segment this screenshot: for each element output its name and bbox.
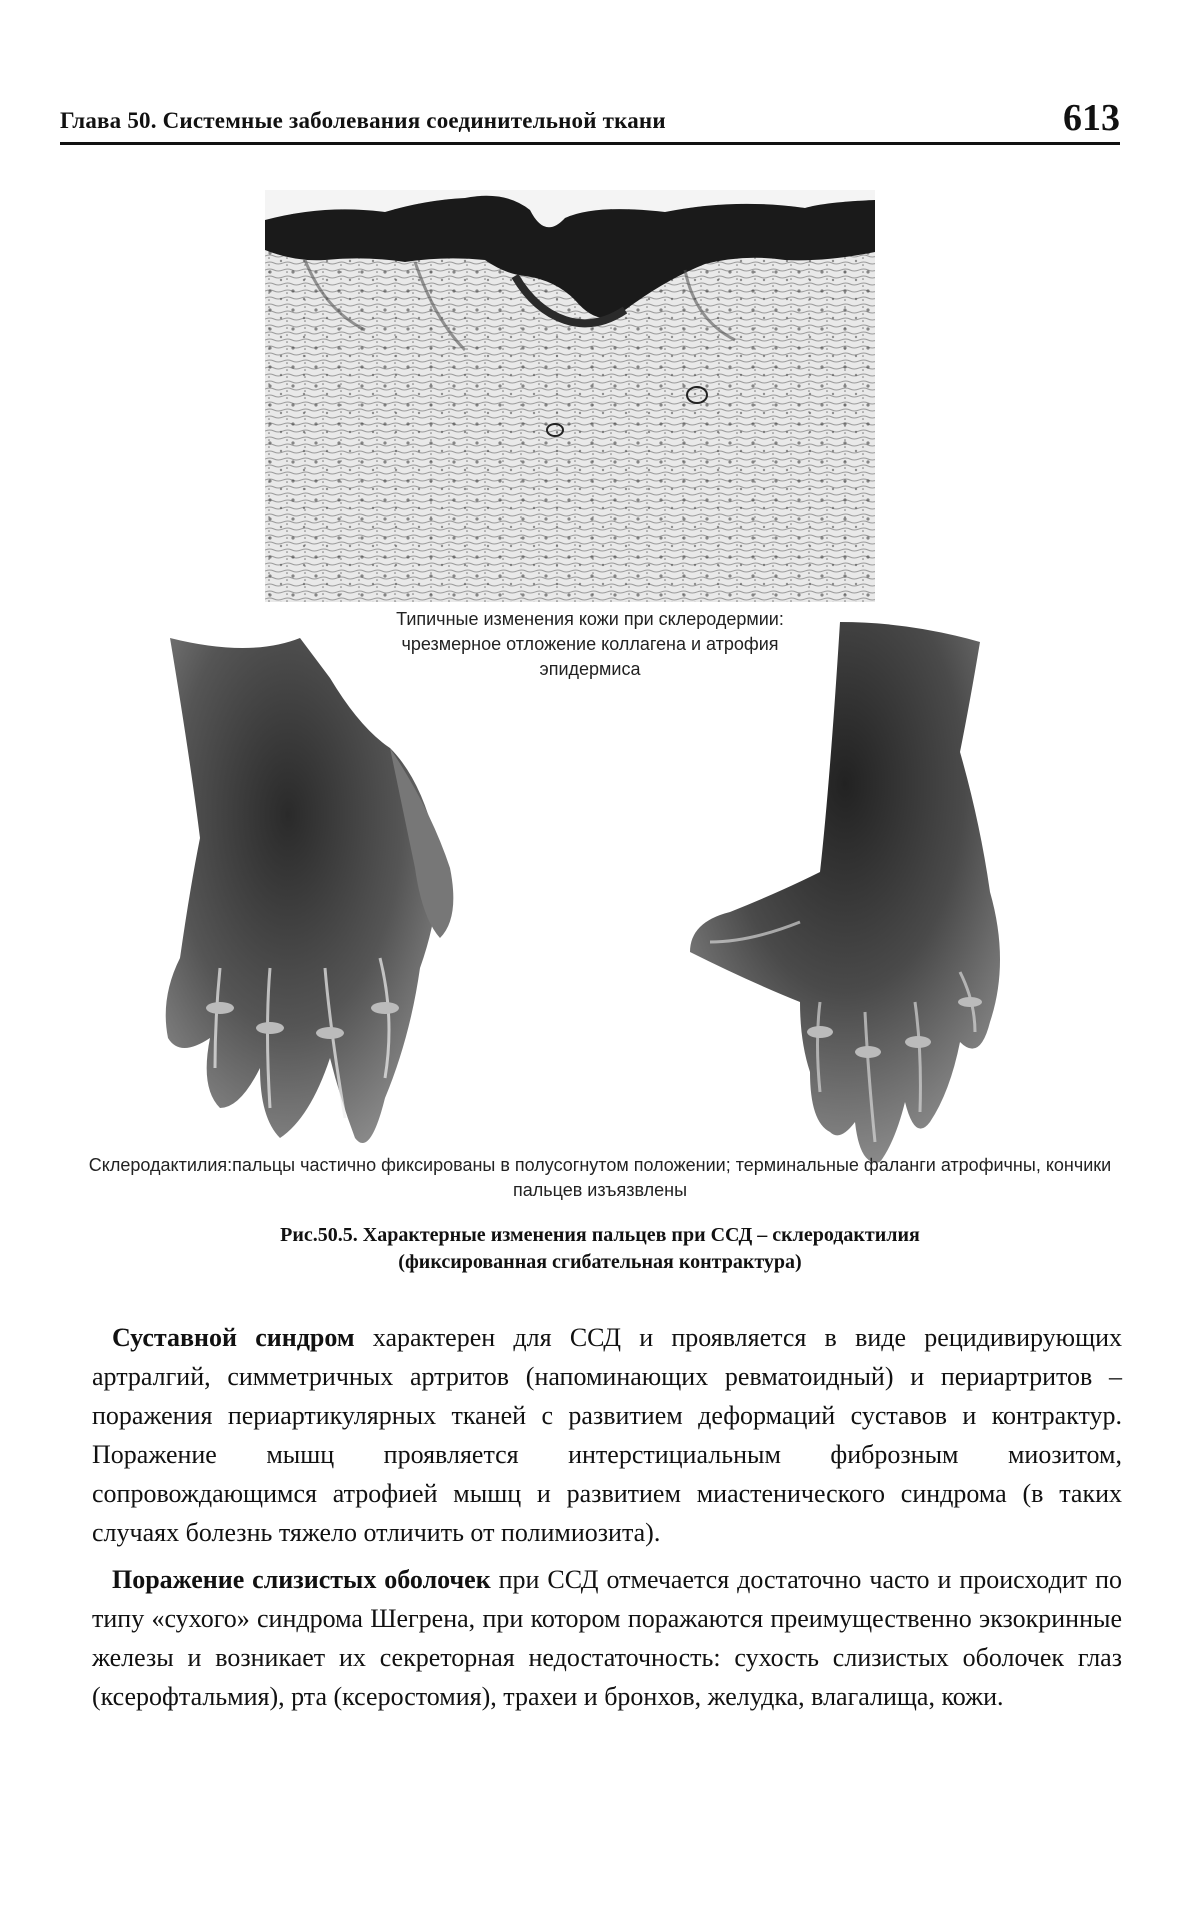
- left-hand-image: [160, 638, 540, 1178]
- body-text: [92, 1318, 1122, 1724]
- paragraph-articular-syndrome: [92, 1318, 1122, 1552]
- right-hand-image: [690, 622, 1040, 1182]
- paragraph-lead: Поражение слизистых оболочек: [112, 1565, 491, 1594]
- figure-title-line-2: (фиксированная сгибательная контрактура): [398, 1251, 802, 1273]
- figure-title: [60, 1222, 1140, 1276]
- chapter-title: Глава 50. Системные заболевания соединительной ткани: [60, 108, 666, 133]
- page-number: 613: [1063, 97, 1120, 139]
- paragraph-text: характерен для ССД и проявляется в виде рецидивирующих артралгий, симметричных артритов (напоминающих ревматоидный) и периартритов – поражения периартикулярных тканей с развитием деформаций суставов и контрактур. Поражение мышц проявляется интерстициальным фиброзным миозитом, сопровождающимся атрофией мышц и развитием миастенического синдрома (в таких случаях болезнь тяжело отличить от полимиозита).: [92, 1323, 1123, 1547]
- page-header: [60, 96, 1120, 145]
- paragraph-mucosa-lesion: [92, 1560, 1122, 1716]
- histology-image: [265, 190, 875, 602]
- histology-caption: Типичные изменения кожи при склеродермии: чрезмерное отложение коллагена и атрофия эпидермиса: [396, 609, 784, 679]
- hands-caption: Склеродактилия:пальцы частично фиксированы в полусогнутом положении; терминальные фаланги атрофичны, кончики пальцев изъязвлены: [88, 1155, 1112, 1200]
- figure-50-5: [160, 190, 1040, 1190]
- paragraph-text: при ССД отмечается достаточно часто и происходит по типу «сухого» синдрома Шегрена, при котором поражаются преимущественно экзокринные железы и возникает их секреторная недостаточность: сухость слизистых оболочек глаз (ксерофтальмия), рта (ксеростомия), трахеи и бронхов, желудка, влагалища, кожи.: [92, 1565, 1122, 1711]
- figure-title-line-1: Рис.50.5. Характерные изменения пальцев при ССД – склеродактилия: [280, 1224, 920, 1246]
- paragraph-lead: Суставной синдром: [112, 1323, 355, 1352]
